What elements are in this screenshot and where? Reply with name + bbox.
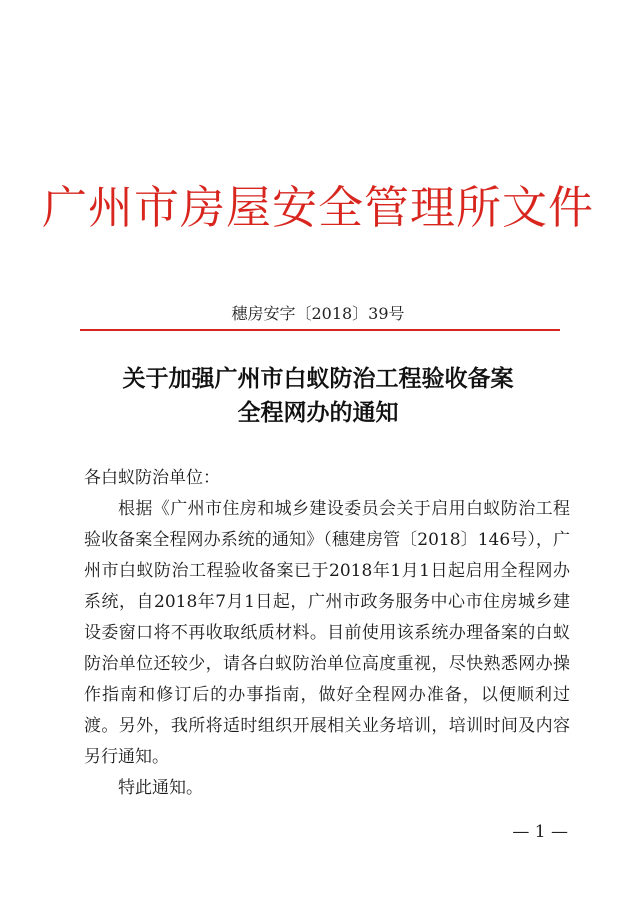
document-number: 穗房安字〔2018〕39号 <box>231 304 405 323</box>
notice-title <box>0 362 636 430</box>
notice-title-line-1: 关于加强广州市白蚁防治工程验收备案 <box>122 365 514 392</box>
salutation: 各白蚁防治单位： <box>84 468 220 488</box>
notice-body <box>84 463 570 804</box>
main-paragraph: 根据《广州市住房和城乡建设委员会关于启用白蚁防治工程验收备案全程网办系统的通知》（穗建房管〔2018〕146号），广州市白蚁防治工程验收备案已于2018年1月1日起启用全程网办系统，自2018年7月1日起，广州市政务服务中心市住房城乡建设委窗口将不再收取纸质材料。目前使用该系统办理备案的白蚁防治单位还较少，请各白蚁防治单位高度重视，尽快熟悉网办操作指南和修订后的办事指南，做好全程网办准备，以便顺利过渡。另外，我所将适时组织开展相关业务培训，培训时间及内容另行通知。 <box>84 499 570 767</box>
notice-title-line-2: 全程网办的通知 <box>237 399 399 426</box>
page-number: — 1 — <box>512 822 568 842</box>
closing-line: 特此通知。 <box>118 778 203 798</box>
issuing-authority-title: 广州市房屋安全管理所文件 <box>41 181 594 234</box>
red-divider-line <box>80 329 560 331</box>
